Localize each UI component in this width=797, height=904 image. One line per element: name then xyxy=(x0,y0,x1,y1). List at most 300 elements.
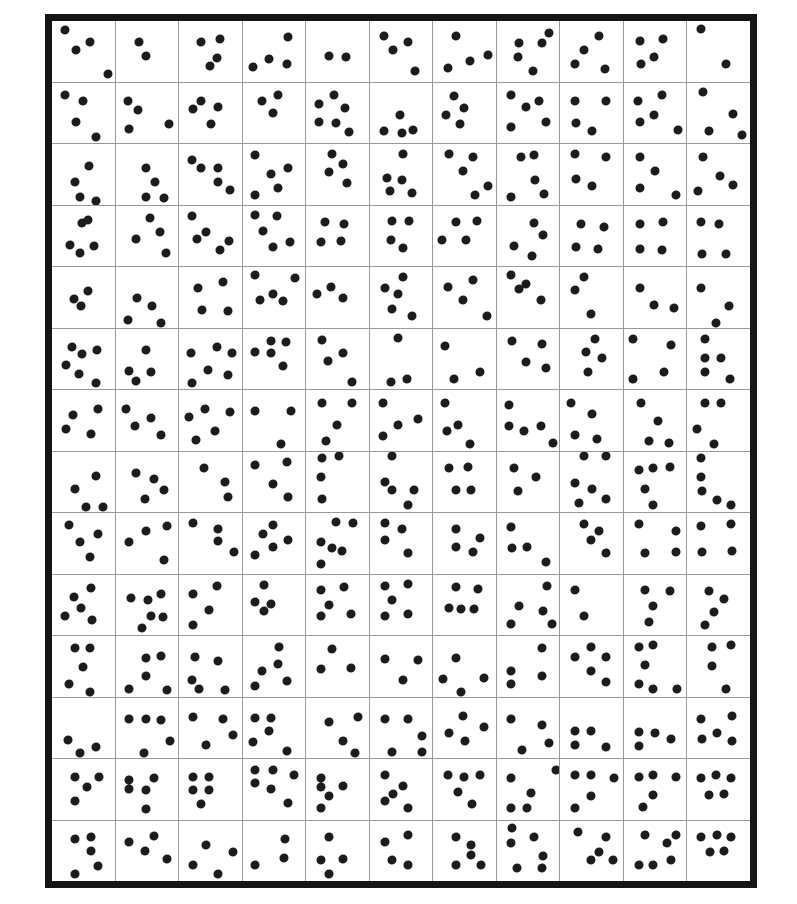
dot xyxy=(141,786,150,795)
dot xyxy=(669,304,678,313)
dot xyxy=(697,24,706,33)
dot xyxy=(587,771,596,780)
dot xyxy=(320,218,329,227)
dot xyxy=(545,29,554,38)
dot xyxy=(350,749,359,758)
dot xyxy=(442,110,451,119)
grid-cell xyxy=(497,206,560,267)
dot xyxy=(251,861,260,870)
dot xyxy=(339,349,348,358)
dot xyxy=(99,503,108,512)
dot xyxy=(454,421,463,430)
dot xyxy=(149,832,158,841)
dot xyxy=(327,544,336,553)
grid-cell xyxy=(687,821,750,882)
dot xyxy=(141,653,150,662)
dot xyxy=(140,495,149,504)
dot xyxy=(708,662,717,671)
dot xyxy=(649,860,658,869)
grid-cell xyxy=(624,144,687,205)
dot xyxy=(644,436,653,445)
dot xyxy=(444,771,453,780)
dot xyxy=(673,685,682,694)
dot xyxy=(193,284,202,293)
dot xyxy=(582,348,591,357)
dot xyxy=(213,53,222,62)
dot xyxy=(317,399,326,408)
dot xyxy=(188,518,197,527)
grid-cell xyxy=(243,390,306,451)
dot xyxy=(531,472,540,481)
dot xyxy=(536,296,545,305)
dot xyxy=(74,369,83,378)
dot xyxy=(438,674,447,683)
dot xyxy=(200,464,209,473)
dot xyxy=(444,729,453,738)
grid-cell xyxy=(52,21,115,82)
dot xyxy=(149,773,158,782)
dot xyxy=(534,96,543,105)
dot xyxy=(387,747,396,756)
dot xyxy=(672,773,681,782)
dot xyxy=(317,453,326,462)
grid-cell xyxy=(687,329,750,390)
grid-cell xyxy=(306,452,369,513)
dot xyxy=(224,307,233,316)
dot xyxy=(188,590,197,599)
dot xyxy=(636,59,645,68)
dot xyxy=(348,399,357,408)
dot xyxy=(705,587,714,596)
dot xyxy=(506,667,515,676)
dot xyxy=(214,178,223,187)
dot xyxy=(579,452,588,461)
dot xyxy=(600,64,609,73)
dot xyxy=(692,424,701,433)
dot xyxy=(474,585,483,594)
dot xyxy=(649,601,658,610)
dot xyxy=(322,436,331,445)
grid-cell xyxy=(624,759,687,820)
dot xyxy=(506,270,515,279)
dot xyxy=(476,534,485,543)
dot xyxy=(86,429,95,438)
dot xyxy=(443,282,452,291)
dot xyxy=(704,126,713,135)
dot xyxy=(634,680,643,689)
dot xyxy=(60,91,69,100)
dot xyxy=(721,249,730,258)
dot xyxy=(456,120,465,129)
dot xyxy=(666,587,675,596)
dot xyxy=(316,783,325,792)
dot xyxy=(268,766,277,775)
dot xyxy=(386,187,395,196)
dot xyxy=(76,193,85,202)
grid-cell xyxy=(306,144,369,205)
dot xyxy=(259,580,268,589)
dot xyxy=(634,465,643,474)
dot xyxy=(274,642,283,651)
dot xyxy=(274,184,283,193)
dot xyxy=(125,125,134,134)
grid-cell xyxy=(433,21,496,82)
dot xyxy=(141,192,150,201)
dot xyxy=(394,289,403,298)
dot xyxy=(380,31,389,40)
dot xyxy=(671,190,680,199)
dot xyxy=(444,464,453,473)
dot xyxy=(205,61,214,70)
dot xyxy=(211,426,220,435)
dot xyxy=(279,362,288,371)
grid-cell xyxy=(687,759,750,820)
dot xyxy=(381,611,390,620)
dot xyxy=(84,216,93,225)
dot xyxy=(278,296,287,305)
dot xyxy=(132,294,141,303)
dot xyxy=(728,737,737,746)
dot xyxy=(157,590,166,599)
dot xyxy=(84,162,93,171)
dot xyxy=(283,59,292,68)
dot xyxy=(649,500,658,509)
grid-cell xyxy=(433,821,496,882)
grid-cell xyxy=(179,698,242,759)
dot xyxy=(259,530,268,539)
dot xyxy=(266,348,275,357)
dot xyxy=(629,334,638,343)
dot xyxy=(201,841,210,850)
dot xyxy=(700,354,709,363)
dot xyxy=(85,38,94,47)
dot xyxy=(515,39,524,48)
grid-cell xyxy=(52,390,115,451)
grid-cell xyxy=(243,21,306,82)
dot xyxy=(141,715,150,724)
dot xyxy=(514,53,523,62)
dot xyxy=(287,406,296,415)
dot xyxy=(156,431,165,440)
dot xyxy=(324,52,333,61)
dot xyxy=(162,249,171,258)
grid-cell xyxy=(116,144,179,205)
dot xyxy=(444,150,453,159)
dot xyxy=(587,310,596,319)
dot xyxy=(571,478,580,487)
dot xyxy=(190,653,199,662)
dot xyxy=(451,542,460,551)
dot xyxy=(724,301,733,310)
dot xyxy=(635,245,644,254)
dot xyxy=(87,833,96,842)
grid-cell xyxy=(243,452,306,513)
dot xyxy=(188,773,197,782)
dot xyxy=(634,97,643,106)
dot xyxy=(530,176,539,185)
dot xyxy=(215,246,224,255)
dot xyxy=(587,535,596,544)
dot xyxy=(571,59,580,68)
dot xyxy=(571,242,580,251)
dot xyxy=(417,732,426,741)
dot xyxy=(460,737,469,746)
dot xyxy=(506,804,515,813)
dot xyxy=(721,59,730,68)
dot xyxy=(509,463,518,472)
dot xyxy=(468,800,477,809)
dot xyxy=(576,219,585,228)
grid-cell xyxy=(179,83,242,144)
dot xyxy=(566,399,575,408)
dot xyxy=(727,641,736,650)
grid-cell xyxy=(179,144,242,205)
dot xyxy=(697,833,706,842)
dot xyxy=(124,538,133,547)
dot xyxy=(663,838,672,847)
dot xyxy=(411,67,420,76)
dot xyxy=(398,176,407,185)
dot xyxy=(443,427,452,436)
dot xyxy=(141,671,150,680)
dot xyxy=(324,833,333,842)
dot xyxy=(197,305,206,314)
dot xyxy=(71,46,80,55)
dot xyxy=(94,773,103,782)
dot xyxy=(274,90,283,99)
dot xyxy=(571,150,580,159)
dot xyxy=(79,97,88,106)
grid-cell xyxy=(370,21,433,82)
dot xyxy=(68,343,77,352)
dot xyxy=(717,354,726,363)
dot xyxy=(571,586,580,595)
dot xyxy=(510,242,519,251)
dot xyxy=(196,38,205,47)
grid-cell xyxy=(560,759,623,820)
dot xyxy=(451,485,460,494)
grid-cell xyxy=(560,21,623,82)
dot xyxy=(317,335,326,344)
dot xyxy=(188,860,197,869)
dot xyxy=(330,90,339,99)
dot xyxy=(529,219,538,228)
grid-cell xyxy=(497,698,560,759)
dot xyxy=(70,834,79,843)
dot xyxy=(699,152,708,161)
grid-cell xyxy=(687,83,750,144)
grid-cell xyxy=(52,636,115,697)
dot xyxy=(251,150,260,159)
dot xyxy=(163,522,172,531)
dot xyxy=(76,301,85,310)
dot xyxy=(402,374,411,383)
dot xyxy=(649,791,658,800)
dot xyxy=(316,611,325,620)
grid-cell xyxy=(497,513,560,574)
grid-cell xyxy=(370,575,433,636)
dot xyxy=(654,417,663,426)
dot xyxy=(124,785,133,794)
dot xyxy=(649,641,658,650)
dot xyxy=(404,548,413,557)
dot xyxy=(87,847,96,856)
dot xyxy=(506,774,515,783)
grid-cell xyxy=(179,821,242,882)
grid-cell xyxy=(370,759,433,820)
dot xyxy=(193,234,202,243)
dot xyxy=(602,652,611,661)
grid-cell xyxy=(624,636,687,697)
dot xyxy=(649,464,658,473)
dot xyxy=(595,526,604,535)
grid-cell xyxy=(433,329,496,390)
grid-cell xyxy=(306,575,369,636)
dot xyxy=(146,612,155,621)
grid-cell xyxy=(306,698,369,759)
dot xyxy=(728,712,737,721)
dot xyxy=(69,593,78,602)
dot xyxy=(315,99,324,108)
dot xyxy=(579,519,588,528)
grid-cell xyxy=(433,698,496,759)
dot xyxy=(163,855,172,864)
grid-cell xyxy=(560,267,623,328)
grid-cell xyxy=(52,83,115,144)
dot xyxy=(91,132,100,141)
dot-grid-frame xyxy=(45,14,757,888)
dot xyxy=(709,608,718,617)
dot xyxy=(268,543,277,552)
grid-cell xyxy=(52,575,115,636)
grid-cell xyxy=(306,21,369,82)
grid-cell xyxy=(497,329,560,390)
dot xyxy=(514,285,523,294)
dot xyxy=(141,346,150,355)
dot xyxy=(225,237,234,246)
dot xyxy=(697,487,706,496)
dot xyxy=(634,860,643,869)
dot xyxy=(705,847,714,856)
grid-cell xyxy=(624,390,687,451)
dot xyxy=(440,342,449,351)
dot xyxy=(324,600,333,609)
dot xyxy=(163,686,172,695)
dot xyxy=(464,463,473,472)
dot xyxy=(598,354,607,363)
dot xyxy=(527,789,536,798)
dot xyxy=(251,779,260,788)
dot xyxy=(259,226,268,235)
dot xyxy=(635,284,644,293)
dot xyxy=(641,548,650,557)
dot xyxy=(469,275,478,284)
dot xyxy=(443,64,452,73)
grid-cell xyxy=(306,329,369,390)
grid-cell xyxy=(624,83,687,144)
dot xyxy=(507,336,516,345)
dot xyxy=(70,177,79,186)
dot xyxy=(571,741,580,750)
dot xyxy=(251,766,260,775)
grid-cell xyxy=(306,267,369,328)
dot xyxy=(70,870,79,879)
dot xyxy=(91,471,100,480)
dot xyxy=(188,786,197,795)
dot xyxy=(467,850,476,859)
dot xyxy=(477,860,486,869)
dot xyxy=(141,804,150,813)
dot xyxy=(469,548,478,557)
dot xyxy=(388,790,397,799)
dot xyxy=(88,616,97,625)
dot xyxy=(717,399,726,408)
dot xyxy=(602,743,611,752)
dot xyxy=(479,673,488,682)
dot xyxy=(700,368,709,377)
dot xyxy=(529,832,538,841)
dot xyxy=(213,164,222,173)
grid-cell xyxy=(306,83,369,144)
dot xyxy=(634,519,643,528)
dot xyxy=(268,289,277,298)
dot xyxy=(484,50,493,59)
dot xyxy=(382,173,391,182)
dot xyxy=(276,440,285,449)
dot xyxy=(413,655,422,664)
dot xyxy=(380,126,389,135)
dot xyxy=(122,404,131,413)
dot xyxy=(506,620,515,629)
dot xyxy=(649,300,658,309)
dot xyxy=(195,685,204,694)
dot xyxy=(467,486,476,495)
dot xyxy=(529,151,538,160)
grid-cell xyxy=(306,390,369,451)
dot xyxy=(381,837,390,846)
dot xyxy=(85,552,94,561)
dot xyxy=(63,735,72,744)
dot xyxy=(140,749,149,758)
dot xyxy=(602,494,611,503)
dot xyxy=(571,97,580,106)
dot xyxy=(458,296,467,305)
dot xyxy=(697,773,706,782)
dot xyxy=(404,500,413,509)
dot xyxy=(189,620,198,629)
dot xyxy=(201,227,210,236)
grid-cell xyxy=(179,21,242,82)
grid-cell xyxy=(687,452,750,513)
dot xyxy=(449,91,458,100)
dot xyxy=(727,519,736,528)
dot xyxy=(725,374,734,383)
dot xyxy=(251,211,260,220)
dot xyxy=(70,644,79,653)
dot xyxy=(452,218,461,227)
dot xyxy=(444,603,453,612)
dot xyxy=(721,685,730,694)
dot xyxy=(201,741,210,750)
dot xyxy=(91,378,100,387)
dot xyxy=(216,34,225,43)
grid-cell xyxy=(116,206,179,267)
dot xyxy=(381,796,390,805)
dot xyxy=(229,847,238,856)
dot xyxy=(258,667,267,676)
grid-cell xyxy=(370,821,433,882)
dot xyxy=(76,538,85,547)
